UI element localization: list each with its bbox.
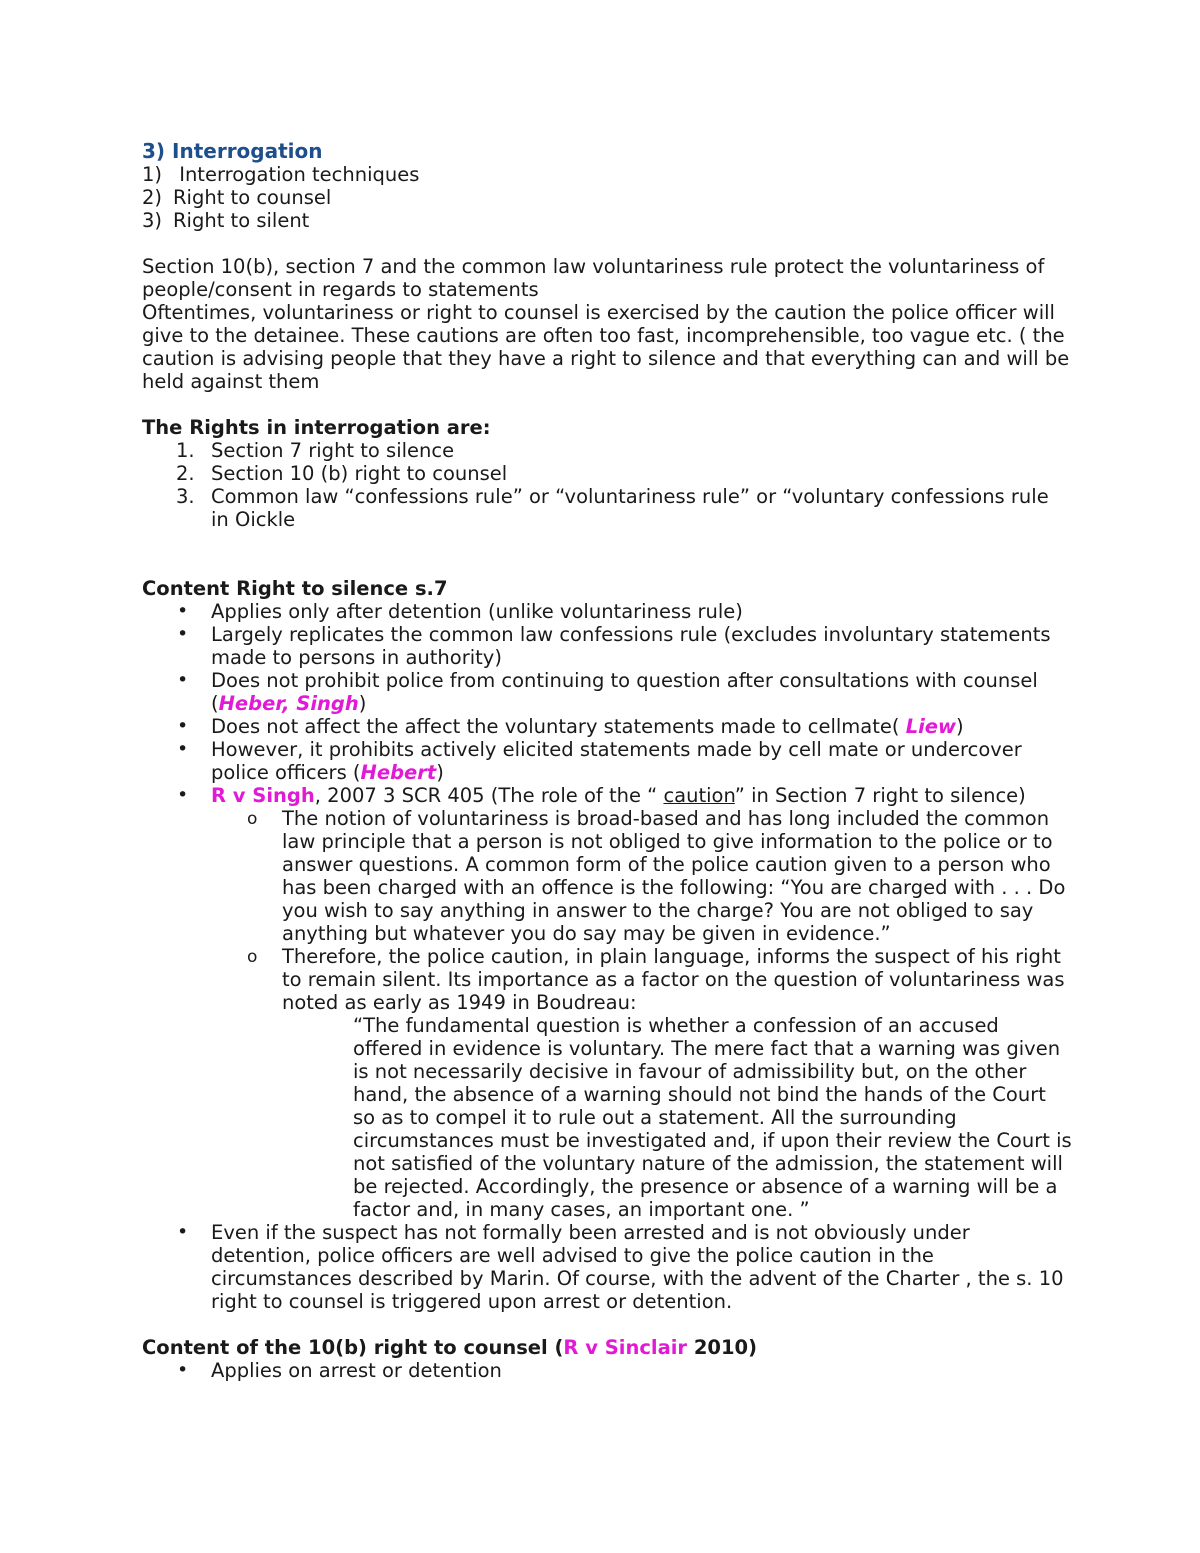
list-item [142, 1359, 1072, 1382]
list-item [142, 738, 1072, 784]
block-quote: “The fundamental question is whether a confession of an accused offered in evidence is voluntary. The mere fact that a warning was given is not necessarily decisive in favour of admissibility but, on the other hand, the absence of a warning should not bind the hands of the Court so as to compel it to rule out a statement. All the surrounding circumstances must be investigated and, if upon their review the Court is not satisfied of the voluntary nature of the admission, the statement will be rejected. Accordingly, the presence or absence of a warning will be a factor and, in many cases, an important one. ” [353, 1014, 1072, 1221]
s7-heading: Content Right to silence s.7 [142, 577, 448, 600]
list-item [142, 209, 1072, 232]
list-text: Even if the suspect has not formally been arrested and is not obviously under detention, police officers are well advised to give the police caution in the circumstances described by Marin. Of course, with the advent of the Charter , the s. 10 right to counsel is triggered upon arrest or detention. [211, 1221, 1064, 1313]
sub-list-item [211, 945, 1072, 1221]
sub-list [211, 807, 1072, 1221]
list-text: Right to silent [173, 209, 310, 232]
bullet-icon: • [177, 669, 189, 691]
list-item [142, 485, 1072, 531]
list-text: , 2007 3 SCR 405 (The role of the “ [314, 784, 664, 807]
list-text: ) [358, 692, 367, 715]
rights-heading: The Rights in interrogation are: [142, 416, 491, 439]
list-text: Interrogation techniques [173, 163, 420, 186]
list-item [142, 715, 1072, 738]
s10-heading [142, 1336, 1072, 1359]
bullet-icon: • [177, 1221, 189, 1243]
intro-paragraph: Section 10(b), section 7 and the common law voluntariness rule protect the voluntariness of people/consent in regards to statements [142, 255, 1045, 301]
list-item [142, 784, 1072, 1221]
list-number: 2) [142, 186, 163, 209]
case-name: Liew [905, 715, 957, 738]
topic-list [142, 163, 1072, 232]
list-item [142, 186, 1072, 209]
heading-text: 2010) [687, 1336, 758, 1359]
list-number: 3) [142, 209, 163, 232]
list-item [142, 462, 1072, 485]
list-item [142, 600, 1072, 623]
list-number: 3. [176, 485, 195, 508]
case-name: R v Sinclair [563, 1336, 688, 1359]
case-name: Heber, Singh [218, 692, 359, 715]
case-name: Hebert [360, 761, 437, 784]
list-text: Applies on arrest or detention [211, 1359, 502, 1382]
bullet-icon: • [177, 600, 189, 622]
list-text: However, it prohibits actively elicited statements made by cell mate or undercover police officers ( [211, 738, 1022, 784]
list-number: 1. [176, 439, 195, 462]
bullet-icon: • [177, 1359, 189, 1381]
list-text: ” in Section 7 right to silence) [734, 784, 1026, 807]
rights-list [142, 439, 1072, 531]
list-text: ) [956, 715, 964, 738]
list-item [142, 163, 1072, 186]
bullet-icon: • [177, 784, 189, 806]
list-text: Does not prohibit police from continuing to question after consultations with counsel ( [211, 669, 1038, 715]
heading-text: Content of the 10(b) right to counsel ( [142, 1336, 564, 1359]
list-item [142, 1221, 1072, 1313]
list-text: Right to counsel [173, 186, 332, 209]
s7-bullet-list [142, 600, 1072, 1313]
sub-bullet-icon: o [247, 809, 258, 829]
list-text: ) [436, 761, 444, 784]
section-heading: 3) Interrogation [142, 139, 323, 163]
bullet-icon: • [177, 715, 189, 737]
list-text: Common law “confessions rule” or “voluntariness rule” or “voluntary confessions rule in Oickle [211, 485, 1049, 531]
sub-list-item [211, 807, 1072, 945]
list-item [142, 439, 1072, 462]
intro-paragraph: Oftentimes, voluntariness or right to counsel is exercised by the caution the police officer will give to the detainee. These cautions are often too fast, incomprehensible, too vague etc. ( the caution is advising people that they have a right to silence and that everything can and will be held against them [142, 301, 1070, 393]
list-text: The notion of voluntariness is broad-based and has long included the common law principle that a person is not obliged to give information to the police or to answer questions. A common form of the police caution given to a person who has been charged with an offence is the following: “You are charged with . . . Do you wish to say anything in answer to the charge? You are not obliged to say anything but whatever you do say may be given in evidence.” [282, 807, 1066, 945]
list-item [142, 623, 1072, 669]
list-text: Therefore, the police caution, in plain language, informs the suspect of his right to remain silent. Its importance as a factor on the question of voluntariness was noted as early as 1949 in Boudreau: [282, 945, 1065, 1014]
list-item [142, 669, 1072, 715]
bullet-icon: • [177, 623, 189, 645]
document-page [142, 140, 1072, 1382]
list-text: Applies only after detention (unlike voluntariness rule) [211, 600, 743, 623]
list-text: Largely replicates the common law confessions rule (excludes involuntary statements made to persons in authority) [211, 623, 1051, 669]
list-text: Does not affect the affect the voluntary statements made to cellmate( [211, 715, 906, 738]
underlined-term: caution [663, 784, 735, 807]
list-text: Section 10 (b) right to counsel [211, 462, 508, 485]
case-name: R v Singh [211, 784, 315, 807]
list-number: 2. [176, 462, 195, 485]
bullet-icon: • [177, 738, 189, 760]
list-number: 1) [142, 163, 163, 186]
sub-bullet-icon: o [247, 947, 258, 967]
s10-bullet-list [142, 1359, 1072, 1382]
list-text: Section 7 right to silence [211, 439, 455, 462]
